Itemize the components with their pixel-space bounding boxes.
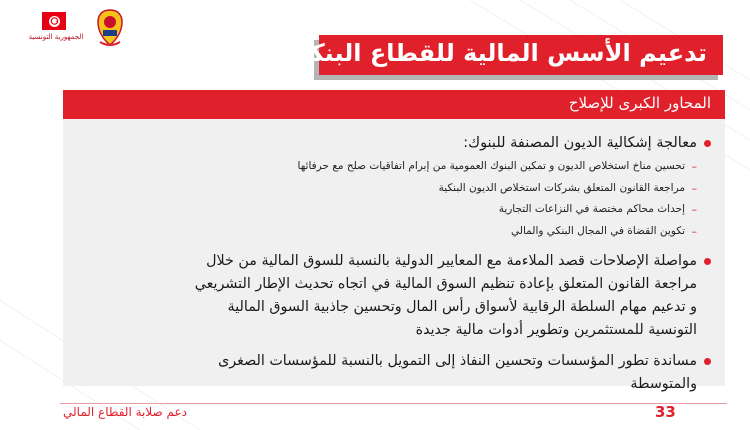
page-number: 33 bbox=[655, 403, 676, 421]
sub-list bbox=[71, 156, 697, 242]
flag-caption: الجمهورية التونسية bbox=[28, 33, 84, 41]
bullet-list bbox=[71, 132, 711, 396]
section-title: المحاور الكبرى للإصلاح bbox=[568, 94, 711, 112]
sub-item bbox=[71, 199, 697, 221]
bullet-item bbox=[71, 250, 711, 342]
slide-title-bar bbox=[286, 35, 723, 75]
dash-icon: – bbox=[691, 203, 697, 216]
footer-divider bbox=[60, 403, 727, 404]
sub-item-text: تكوين القضاة في المجال البنكي والمالي bbox=[511, 224, 685, 237]
sub-item-text: مراجعة القانون المتعلق بشركات استخلاص الديون البنكية bbox=[438, 181, 685, 194]
bullet-item bbox=[71, 350, 711, 396]
dash-icon: – bbox=[691, 181, 697, 195]
bullet-dot-icon bbox=[704, 140, 711, 147]
footer-text: دعم صلابة القطاع المالي bbox=[63, 405, 188, 419]
header-logos bbox=[26, 8, 131, 48]
sub-item-text: إحداث محاكم مختصة في النزاعات التجارية bbox=[498, 203, 685, 215]
bullet-text: معالجة إشكالية الديون المصنفة للبنوك: bbox=[463, 135, 697, 151]
dash-icon: – bbox=[691, 224, 697, 238]
bullet-item bbox=[71, 132, 711, 242]
bullet-line: التونسية للمستثمرين وتطوير أدوات مالية جديدة bbox=[415, 322, 697, 338]
sub-item bbox=[71, 221, 697, 243]
bullet-line: والمتوسطة bbox=[630, 376, 697, 392]
content-panel bbox=[63, 90, 725, 392]
bullet-dot-icon bbox=[704, 358, 711, 365]
bullet-line: مراجعة القانون المتعلق بإعادة تنظيم السوق المالية في اتجاه تحديث الإطار التشريعي bbox=[194, 276, 697, 292]
section-header bbox=[63, 90, 725, 119]
bullet-line: مساندة تطور المؤسسات وتحسين النفاذ إلى التمويل بالنسبة للمؤسسات الصغرى bbox=[218, 353, 697, 369]
sub-item bbox=[71, 156, 697, 178]
slide-title: تدعيم الأسس المالية للقطاع البنكي bbox=[286, 39, 707, 67]
bullet-line: مواصلة الإصلاحات قصد الملاءمة مع المعايير الدولية بالنسبة للسوق المالية من خلال bbox=[206, 253, 697, 269]
bullet-dot-icon bbox=[704, 258, 711, 265]
sub-item-text: تحسين مناخ استخلاص الديون و تمكين البنوك العمومية من إبرام اتفاقيات صلح مع حرفائها bbox=[297, 160, 685, 172]
sub-item bbox=[71, 178, 697, 200]
bullet-line: و تدعيم مهام السلطة الرقابية لأسواق رأس المال وتحسين جاذبية السوق المالية bbox=[227, 299, 697, 315]
tunisia-flag-icon bbox=[42, 12, 66, 30]
ministry-emblem-icon bbox=[92, 8, 128, 48]
dash-icon: – bbox=[691, 160, 697, 173]
